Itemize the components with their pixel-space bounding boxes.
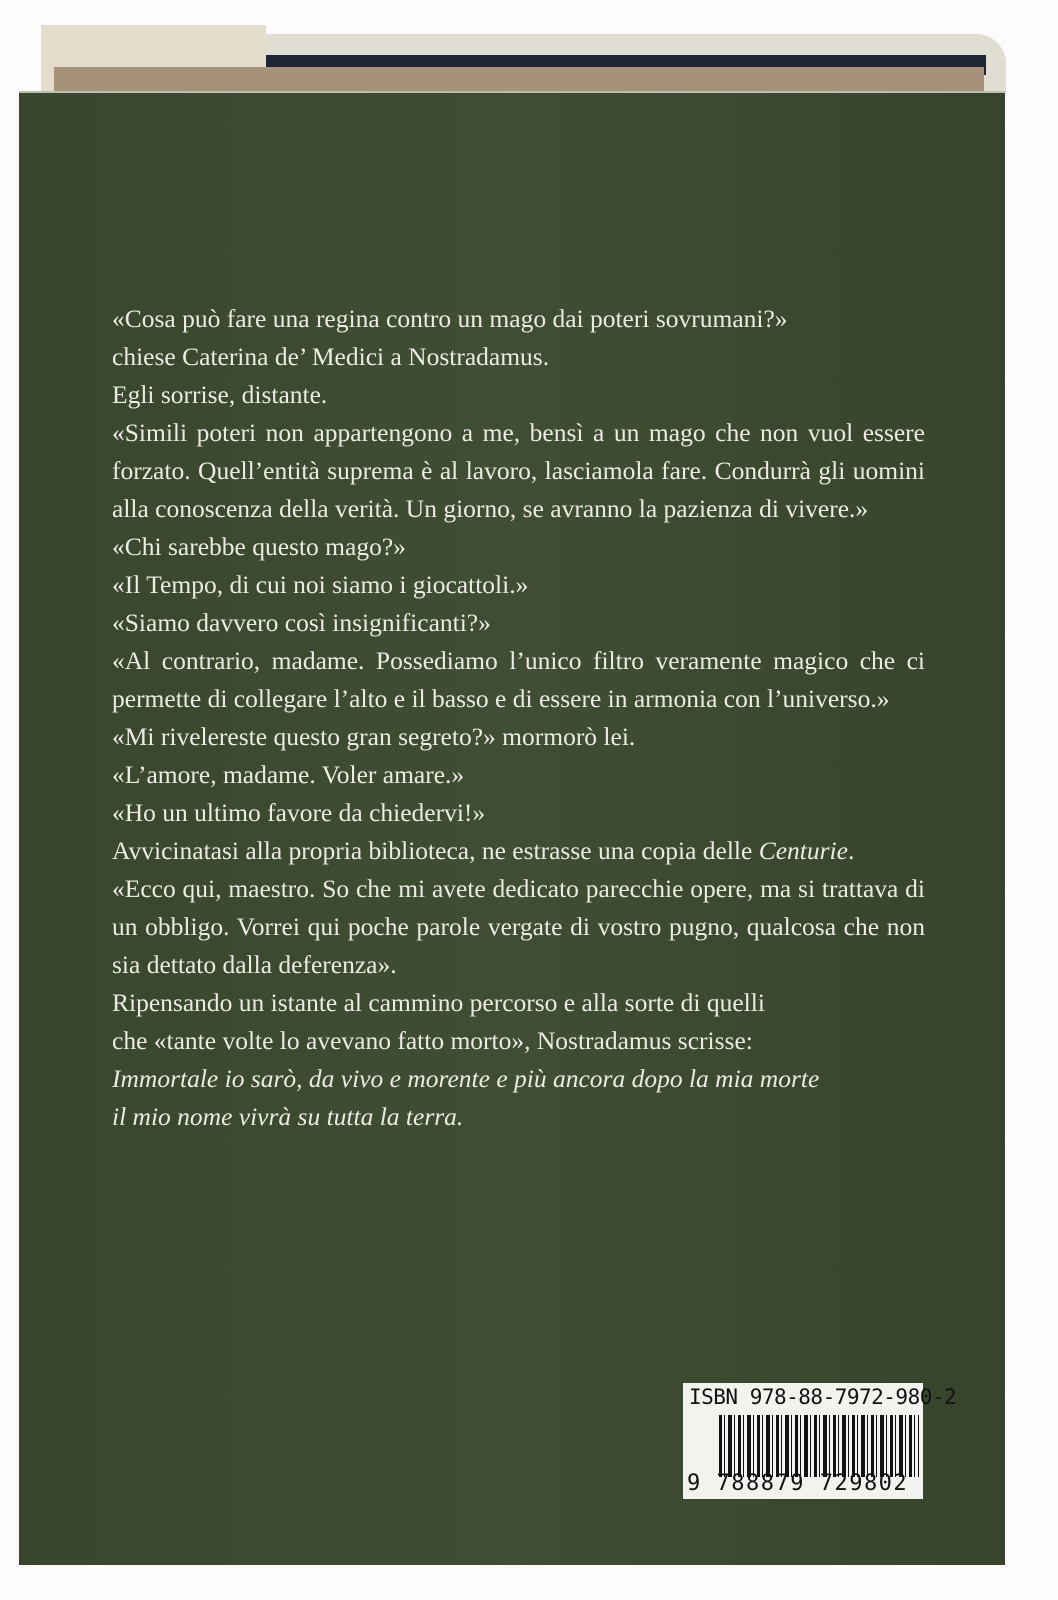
- line-text: Avvicinatasi alla propria biblioteca, ne estrasse una copia delle: [112, 836, 759, 865]
- blurb-line: [112, 680, 925, 718]
- line-text: «Siamo davvero così insignificanti?»: [112, 608, 491, 637]
- blurb-line: [112, 604, 925, 642]
- barcode-bars: [719, 1415, 919, 1477]
- line-text: forzato. Quell’entità suprema è al lavoro, lasciamola fare. Condurrà gli uomini: [112, 456, 925, 485]
- line-text: «Simili poteri non appartengono a me, bensì a un mago che non vuol essere: [112, 418, 925, 447]
- blurb-line: [112, 528, 925, 566]
- line-text: Immortale io sarò, da vivo e morente e più ancora dopo la mia morte: [112, 1064, 820, 1093]
- blurb-line: [112, 870, 925, 908]
- blurb-line: [112, 566, 925, 604]
- blurb-line: [112, 832, 925, 870]
- line-text: «Chi sarebbe questo mago?»: [112, 532, 406, 561]
- blurb-line: [112, 718, 925, 756]
- blurb-line: [112, 452, 925, 490]
- line-text: «Al contrario, madame. Possediamo l’unico filtro veramente magico che ci: [112, 646, 925, 675]
- barcode-digits: 9 788879 729802: [687, 1471, 909, 1496]
- blurb-line: [112, 756, 925, 794]
- line-text: «Il Tempo, di cui noi siamo i giocattoli.»: [112, 570, 529, 599]
- line-text: «Ecco qui, maestro. So che mi avete dedicato parecchie opere, ma si trattava di: [112, 874, 925, 903]
- line-text: un obbligo. Vorrei qui poche parole vergate di vostro pugno, qualcosa che non: [112, 912, 925, 941]
- blurb-line: [112, 338, 925, 376]
- blurb-line: [112, 300, 925, 338]
- line-text: sia dettato dalla deferenza».: [112, 950, 397, 979]
- line-text: «Ho un ultimo favore da chiedervi!»: [112, 798, 486, 827]
- line-text: permette di collegare l’alto e il basso e di essere in armonia con l’universo.»: [112, 684, 890, 713]
- line-text: «L’amore, madame. Voler amare.»: [112, 760, 465, 789]
- blurb-line: [112, 946, 925, 984]
- line-text: «Mi rivelereste questo gran segreto?» mormorò lei.: [112, 722, 636, 751]
- blurb-line: [112, 1098, 925, 1136]
- line-text: Ripensando un istante al cammino percorso e alla sorte di quelli: [112, 988, 765, 1017]
- blurb-line: [112, 908, 925, 946]
- blurb-line: [112, 414, 925, 452]
- punctuation: .: [847, 836, 855, 865]
- blurb-line: [112, 376, 925, 414]
- blurb-line: [112, 794, 925, 832]
- line-text: il mio nome vivrà su tutta la terra.: [112, 1102, 464, 1131]
- blurb-line: [112, 642, 925, 680]
- isbn-text: ISBN 978-88-7972-980-2: [689, 1385, 957, 1409]
- blurb-line: [112, 984, 925, 1022]
- line-text: che «tante volte lo avevano fatto morto», Nostradamus scrisse:: [112, 1026, 753, 1055]
- blurb-line: [112, 1060, 925, 1098]
- line-text: «Cosa può fare una regina contro un mago dai poteri sovrumani?»: [112, 304, 788, 333]
- line-text: alla conoscenza della verità. Un giorno, se avranno la pazienza di vivere.»: [112, 494, 869, 523]
- board-edge: [54, 67, 984, 92]
- barcode-label: [683, 1383, 957, 1499]
- line-text: chiese Caterina de’ Medici a Nostradamus.: [112, 342, 550, 371]
- book-title: Centurie: [758, 836, 848, 865]
- line-text: Egli sorrise, distante.: [112, 380, 328, 409]
- blurb-line: [112, 490, 925, 528]
- blurb-text: [112, 300, 925, 1136]
- blurb-line: [112, 1022, 925, 1060]
